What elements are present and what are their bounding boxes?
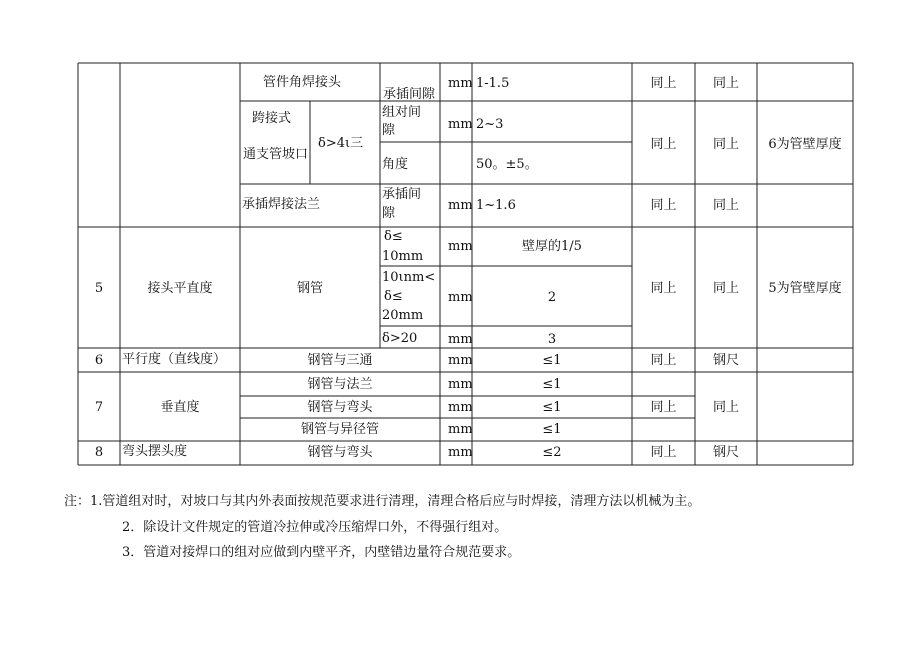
cell-cond-b: δ≤ [384,289,403,304]
cell-param-a: 承插间 [382,187,422,202]
cell-method: 同上 [650,76,677,91]
cell-item-a: 跨接式 [252,111,292,126]
cell-value: 2 [547,290,557,305]
cell-cond: δ>4ι三 [318,136,364,151]
cell-item: 管件角焊接头 [263,75,342,90]
cell-unit: mm [448,400,473,415]
cell-cond-b: 10mm [382,249,424,264]
cell-unit: mm [448,117,473,132]
cell-item: 承插焊接法兰 [242,197,321,212]
cell-param: 承插间隙 [383,87,436,102]
note-2: 2．除设计文件规定的管道冷拉伸或冷压缩焊口外，不得强行组对。 [122,520,508,535]
cell-method: 同上 [650,198,677,213]
cell-param-b: 隙 [382,206,396,221]
cell-unit: mm [448,290,473,305]
cell-item: 钢管与三通 [307,353,373,368]
cell-value: ≤1 [542,400,562,415]
cell-remark: 5为管壁厚度 [768,281,842,296]
cell-value: ≤2 [542,445,562,460]
cell-method: 同上 [650,445,677,460]
cell-name: 垂直度 [160,400,200,415]
cell-value: 3 [547,332,557,347]
cell-method: 同上 [650,281,677,296]
cell-tool: 同上 [712,137,739,152]
cell-unit: mm [448,445,473,460]
cell-name: 平行度（直线度） [122,352,227,367]
note-1: 注：1.管道组对时，对坡口与其内外表面按规范要求进行清理，清理合格后应与时焊接，清理方法以机械为主。 [64,494,701,509]
cell-param-b: 隙 [382,123,396,138]
cell-cond-a: δ>20 [382,331,418,346]
cell-unit: mm [448,422,473,437]
cell-value: 50。±5。 [476,157,538,172]
cell-item: 钢管与弯头 [307,445,373,460]
cell-method: 同上 [650,353,677,368]
cell-cond-a: δ≤ [384,229,403,244]
cell-item: 钢管 [296,281,323,296]
cell-value: 1~1.6 [476,198,516,213]
cell-item: 钢管与法兰 [307,377,373,392]
cell-item: 钢管与弯头 [307,400,373,415]
cell-tool: 同上 [712,198,739,213]
cell-method: 同上 [650,400,677,415]
cell-value: 2~3 [476,117,504,132]
cell-no: 7 [94,400,104,415]
cell-name: 弯头摆头度 [122,444,188,459]
cell-cond-c: 20mm [382,308,424,323]
cell-value: ≤1 [542,377,562,392]
cell-name: 接头平直度 [147,281,213,296]
cell-tool: 钢尺 [712,445,739,460]
note-3: 3．管道对接焊口的组对应做到内壁平齐，内壁错边量符合规范要求。 [122,545,521,560]
cell-unit: mm [448,377,473,392]
cell-unit: mm [448,353,473,368]
cell-unit: mm [448,239,473,254]
cell-unit: mm [448,198,473,213]
cell-no: 8 [94,445,104,460]
cell-value: ≤1 [542,422,562,437]
cell-value: ≤1 [542,353,562,368]
cell-tool: 钢尺 [712,353,739,368]
cell-value: 1-1.5 [476,76,510,91]
cell-no: 5 [94,281,104,296]
cell-item: 钢管与异径管 [300,422,379,437]
cell-value: 壁厚的1/5 [522,239,582,254]
cell-tool: 同上 [712,281,739,296]
cell-method: 同上 [650,137,677,152]
cell-cond-a: 10ιnm< [382,270,436,285]
cell-param: 角度 [382,157,409,172]
cell-remark: 6为管壁厚度 [768,137,842,152]
cell-param-a: 组对间 [382,105,422,120]
cell-no: 6 [94,353,104,368]
cell-unit: mm [448,76,473,91]
cell-unit: mm [448,332,473,347]
cell-tool: 同上 [712,400,739,415]
cell-item-b: 通支管坡口 [243,147,309,162]
cell-tool: 同上 [712,76,739,91]
